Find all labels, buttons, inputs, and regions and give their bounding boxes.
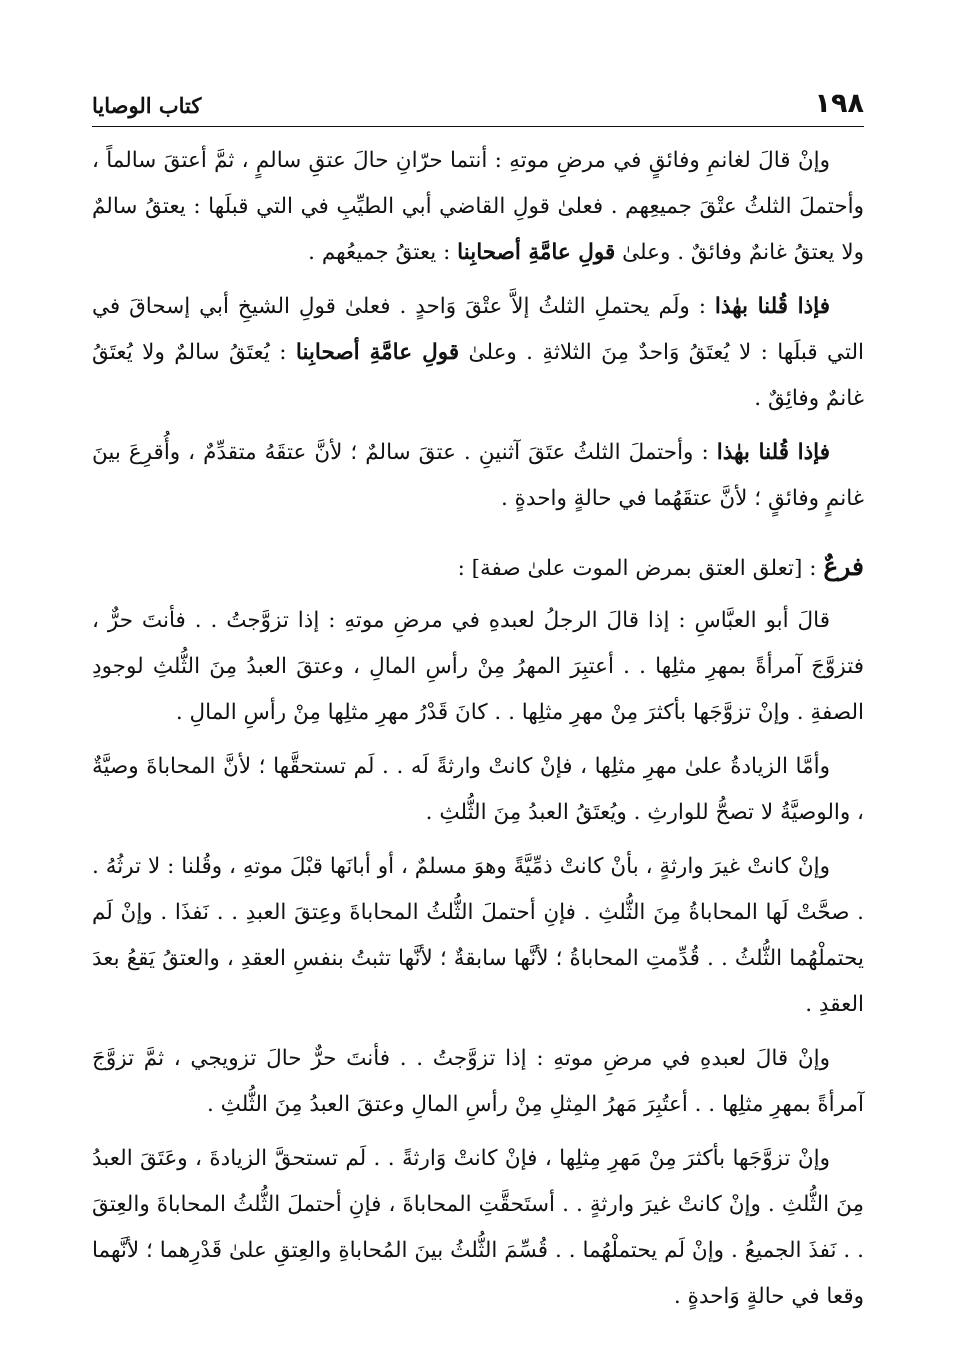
paragraph-text: وإنْ قالَ لغانمِ وفائقٍ في مرضِ موتهِ : أنتما حرّانِ حالَ عتقِ سالمٍ ، ثمَّ أعتقَ سالماً ، وأحتملَ الثلثُ عتْقَ جميعِهم . فعلىٰ قولِ القاضي أبي الطيِّبِ في التي قبلَها : يعتقُ سالمٌ ولا يعتقُ غانمٌ وفائقٌ . وعلىٰ [92, 148, 864, 265]
paragraph-3 [92, 430, 864, 522]
bold-lead: فإذا قُلنا بهٰذا [716, 440, 831, 465]
page-header [92, 86, 864, 127]
section-heading [92, 544, 864, 592]
page-number: ١٩٨ [814, 88, 864, 119]
section-label: فرعٌ [823, 552, 864, 581]
paragraph-8: وإنْ تزوَّجَها بأكثرَ مِنْ مَهرِ مِثلِها ، فإنْ كانتْ وَارثةً . . لَم تستحقَّ الزيادةَ ، وعَتَقَ العبدُ مِنَ الثُّلثِ . وإنْ كانتْ غيرَ وارثةٍ . . أستَحقَّتِ المحاباةَ ، فإنِ أحتملَ الثُّلثُ المحاباةَ والعِتقَ . . نَفذَ الجميعُ . وإنْ لَم يحتملْهُما . . قُسِّمَ الثُّلثُ بينَ المُحاباةِ والعِتقِ علىٰ قَدْرِهما ؛ لأنَّهما وقعا في حالةٍ وَاحدةٍ . [92, 1146, 864, 1309]
paragraph-text: : ولَم يحتملِ الثلثُ إلاَّ عتْقَ وَاحدٍ . فعلىٰ قولِ الشيخِ أبي إسحاقَ في التي قبلَها : لا يُعتَقُ وَاحدٌ مِنَ الثلاثةِ . وعلىٰ [92, 294, 864, 365]
book-title: كتاب الوصايا [92, 93, 202, 118]
paragraph-2 [92, 284, 864, 422]
section-title: : [تعلق العتق بمرض الموت علىٰ صفة] : [457, 556, 817, 581]
paragraph-6: وإنْ كانتْ غيرَ وارثةٍ ، بأنْ كانتْ ذمِّيَّةً وهوَ مسلمٌ ، أو أبانَها قبْلَ موتهِ ، وقُلنا : لا ترثُهُ . . صحَّتْ لَها المحاباةُ مِنَ الثُّلثِ . فإنِ أحتملَ الثُّلثُ المحاباةَ وعِتقَ العبدِ . . نَفذَا . وإنْ لَم يحتملْهُما الثُّلثُ . . قُدِّمتِ المحاباةُ ؛ لأنَّها سابقةٌ ؛ لأنَّها تثبتُ بنفسِ العقدِ ، والعتقُ يَقعُ بعدَ العقدِ . [92, 854, 864, 1017]
paragraph-text: : وأحتملَ الثلثُ عتَقَ آثنينِ . عتقَ سالمٌ ؛ لأنَّ عتقَهُ متقدِّمٌ ، وأُقرِعَ بينَ غانمٍ وفائقٍ ؛ لأنَّ عتقَهُما في حالةٍ واحدةٍ . [92, 440, 864, 511]
paragraph-text: : يُعتَقُ سالمٌ ولا يُعتَقُ غانمٌ وفائِقٌ . [92, 340, 864, 411]
paragraph-4: قالَ أبو العبَّاسِ : إذا قالَ الرجلُ لعبدهِ في مرضِ موتهِ : إذا تزوَّجتُ . . فأنتَ حرٌّ ، فتزوَّجَ آمرأةً بمهرِ مثلِها . . أعتبِرَ المهرُ مِنْ رأسِ المالِ ، وعتقَ العبدُ مِنَ الثُّلثِ لوجودِ الصفةِ . وإنْ تزوَّجَها بأكثرَ مِنْ مهرِ مثلِها . . كانَ قَدْرُ مهرِ مثلِها مِنْ رأسِ المالِ . [92, 608, 864, 725]
bold-phrase: قولِ عامَّةِ أصحابِنا [295, 340, 460, 365]
page-body [92, 138, 864, 1328]
paragraph-1 [92, 138, 864, 276]
paragraph-7: وإنْ قالَ لعبدهِ في مرضِ موتهِ : إذا تزوَّجتُ . . فأنتَ حرٌّ حالَ تزويجي ، ثمَّ تزوَّجَ آمرأةً بمهرِ مثلِها . . أعتُبِرَ مَهرُ المِثلِ مِنْ رأسِ المالِ وعتقَ العبدُ مِنَ الثُّلثِ . [92, 1046, 864, 1117]
paragraph-5: وأمَّا الزيادةُ علىٰ مهرِ مثلِها ، فإنْ كانتْ وارثةً لَه . . لَم تستحقَّها ؛ لأنَّ المحاباةَ وصيَّةٌ ، والوصيَّةُ لا تصحُّ للوارثِ . ويُعتَقُ العبدُ مِنَ الثُّلثِ . [92, 754, 864, 825]
bold-lead: فإذا قُلنا بهٰذا [714, 294, 830, 319]
bold-phrase: قولِ عامَّةِ أصحابِنا [457, 240, 616, 265]
paragraph-text: : يعتقُ جميعُهم . [308, 240, 451, 265]
